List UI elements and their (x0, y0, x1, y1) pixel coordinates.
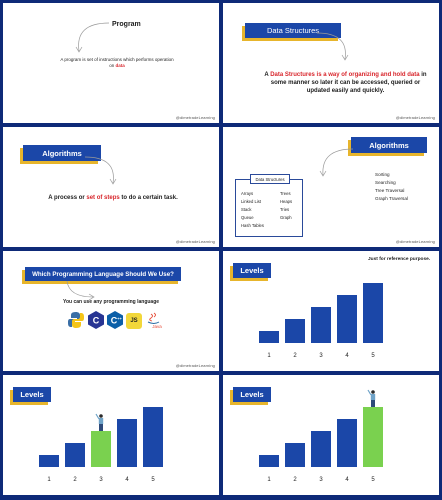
level-label: 3 (319, 477, 323, 483)
level-bar-2 (285, 319, 305, 343)
level-label: 2 (73, 477, 77, 483)
slide-levels-5 (223, 375, 439, 495)
curved-arrow-icon (53, 17, 113, 57)
level-bar-4 (117, 419, 137, 467)
cpp-logo-icon (107, 311, 123, 329)
slide-text (58, 57, 176, 69)
person-figure-icon (368, 390, 375, 407)
level-bar-2 (65, 443, 85, 467)
level-bar-1 (39, 455, 59, 467)
list-item: Linked List (241, 199, 262, 204)
box-label: Data Structures (250, 174, 290, 184)
algorithm-list (375, 171, 408, 203)
list-item: Trees (280, 191, 291, 196)
level-label: 1 (47, 477, 51, 483)
svg-text:C: C (92, 315, 100, 326)
watermark: @dimetradeLearning (395, 239, 435, 244)
level-bar-5 (143, 407, 163, 467)
watermark: @dimetradeLearning (395, 115, 435, 120)
slide-levels-reference (223, 251, 439, 371)
levels-chart (223, 251, 439, 371)
curved-arrow-icon (83, 153, 133, 187)
levels-chart (223, 375, 439, 495)
java-label: Java (152, 324, 162, 329)
level-bar-2 (285, 443, 305, 467)
js-logo-icon: JS (126, 313, 142, 329)
python-logo-icon (67, 311, 85, 329)
level-label: 2 (293, 477, 297, 483)
level-label: 2 (293, 353, 297, 359)
list-item: Tree Traversal (375, 188, 405, 193)
slide-program (3, 3, 219, 123)
level-bar-5 (363, 283, 383, 343)
highlight-text: data (115, 63, 125, 68)
slide-tag: Algorithms (23, 145, 101, 161)
level-bar-4 (337, 295, 357, 343)
slide-tag: Levels (13, 387, 51, 402)
level-bar-3 (91, 431, 111, 467)
slide-tag: Which Programming Language Should We Use? (25, 267, 181, 281)
level-bar-3 (311, 431, 331, 467)
ds-column-2 (280, 190, 292, 222)
level-label: 3 (99, 477, 103, 483)
level-label: 5 (371, 477, 375, 483)
slide-tag: Algorithms (351, 137, 427, 153)
list-item: Hash Tables (241, 223, 264, 228)
list-item: Stack (241, 207, 252, 212)
list-item: Heaps (280, 199, 293, 204)
person-figure-icon (96, 414, 103, 431)
highlight-text: Data Structures is a way of organizing and hold data (270, 72, 420, 78)
level-label: 3 (319, 353, 323, 359)
watermark: @dimetradeLearning (175, 115, 215, 120)
text-part: A program is set of instructions which performs operation on (60, 57, 174, 68)
list-item: Tries (280, 207, 290, 212)
slide-text (263, 71, 428, 95)
svg-text:++: ++ (117, 316, 122, 321)
slide-algorithms-list (223, 127, 439, 247)
curved-arrow-icon (315, 29, 365, 63)
data-structures-box (235, 176, 303, 237)
watermark: @dimetradeLearning (175, 239, 215, 244)
svg-text:C: C (110, 315, 118, 326)
list-item: Graph Traversal (375, 196, 408, 201)
level-label: 1 (267, 477, 271, 483)
slide-text (33, 195, 193, 201)
slide-tag: Levels (233, 263, 271, 278)
highlight-text: set of steps (86, 195, 120, 201)
slide-text: You can use any programming language (63, 299, 160, 305)
text-part: in some manner so later it can be accessed, queried or updated easily and quickly. (270, 72, 427, 94)
level-bar-1 (259, 331, 279, 343)
list-item: Graph (280, 215, 292, 220)
text-part: A process or (48, 195, 87, 201)
level-label: 1 (267, 353, 271, 359)
list-item: Queue (241, 215, 254, 220)
slide-tag: Levels (233, 387, 271, 402)
list-item: Searching (375, 180, 396, 185)
level-bar-4 (337, 419, 357, 467)
level-label: 4 (125, 477, 129, 483)
java-logo-icon (145, 311, 163, 329)
curved-arrow-icon (307, 145, 357, 179)
level-bar-3 (311, 307, 331, 343)
slide-title: Program (112, 21, 141, 28)
level-bar-5 (363, 407, 383, 467)
slide-algorithms-definition (3, 127, 219, 247)
list-item: Arrays (241, 191, 254, 196)
text-part: A (264, 72, 271, 78)
language-logos (67, 311, 163, 329)
c-logo-icon (88, 311, 104, 329)
watermark: @dimetradeLearning (175, 363, 215, 368)
level-label: 4 (345, 353, 349, 359)
slide-programming-language (3, 251, 219, 371)
levels-chart (3, 375, 219, 495)
level-label: 5 (371, 353, 375, 359)
reference-note: Just for reference purpose. (368, 257, 431, 262)
level-bar-1 (259, 455, 279, 467)
level-label: 5 (151, 477, 155, 483)
list-item: Sorting (375, 172, 390, 177)
ds-column-1 (241, 190, 264, 230)
slide-data-structures (223, 3, 439, 123)
slide-tag: Data Structures (245, 23, 341, 38)
text-part: to do a certain task. (119, 195, 178, 201)
level-label: 4 (345, 477, 349, 483)
slide-levels-3 (3, 375, 219, 495)
